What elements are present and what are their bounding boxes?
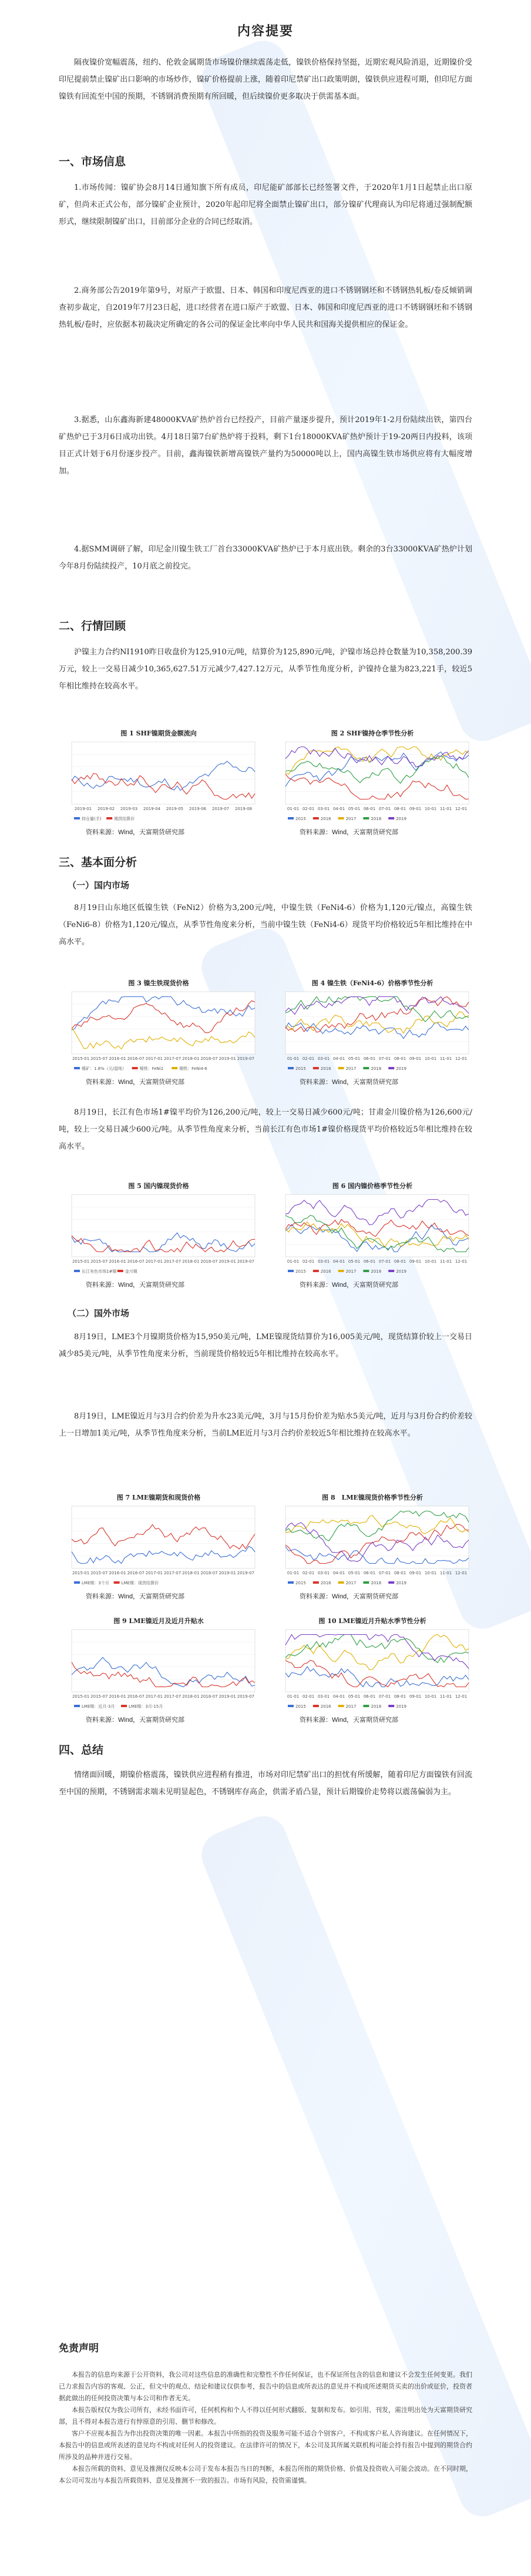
legend-swatch — [363, 1581, 369, 1584]
x-tick-label: 07-01 — [378, 1259, 391, 1264]
legend-label: 2019 — [396, 1581, 407, 1585]
x-tick-label: 05-01 — [348, 1056, 361, 1061]
summary-section-4 — [59, 1741, 472, 1759]
x-tick-label: 08-01 — [394, 1259, 406, 1264]
market-info-paragraph — [59, 282, 472, 333]
legend-label: LME镍：现货结算价 — [121, 1581, 159, 1585]
figure-title: 图 1 SHF镍期货金额流向 — [120, 730, 197, 737]
legend-swatch — [388, 1270, 394, 1272]
paragraph: 2.商务部公告2019年第9号，对原产于欧盟、日本、韩国和印度尼西亚的进口不锈钢钢坯和不锈钢热轧板/卷反倾销调查初步裁定，自2019年7月23日起，进口经营者在进口原产于欧盟、日本、韩国和印度尼西亚的进口不锈钢钢坯和不锈钢热轧板/卷时，应依据本初裁决定所确定的各公司的保证金比率向中华人民共和国海关提供相应的保证金。 — [59, 286, 472, 329]
summary-paragraph: 隔夜镍价宽幅震荡，纽约、伦敦金属期货市场镍价继续震荡走低，镍铁价格保持坚挺，近期宏观风险消退，近期镍价受印尼提前禁止镍矿出口影响的市场炒作，镍矿价格提前上涨，随着印尼禁矿出口政策明朗，镍铁供应进程可期，但印尼方面镍铁有回流至中国的预期，不锈钢消费预期有所回暖，但后续镍价更多取决于供需基本面。 — [59, 58, 472, 101]
x-tick-label: 11-01 — [439, 807, 452, 811]
x-tick-label: 2019-02 — [97, 807, 115, 811]
figure-8 — [273, 1493, 472, 1605]
legend-swatch — [363, 1705, 369, 1707]
x-tick-label: 2018-07 — [200, 1694, 218, 1699]
x-tick-label: 07-01 — [378, 1571, 391, 1575]
chart-svg — [59, 1191, 258, 1279]
figure-row — [59, 1182, 472, 1293]
x-tick-label: 10-01 — [424, 1571, 437, 1575]
legend-swatch — [388, 1705, 394, 1707]
figure-row — [59, 1493, 472, 1605]
legend-label: 金川镍 — [125, 1269, 137, 1274]
x-tick-label: 2016-07 — [127, 1056, 144, 1061]
x-tick-label: 2018-07 — [200, 1056, 218, 1061]
legend-label: 2015 — [295, 1704, 306, 1709]
chart-svg — [59, 738, 258, 827]
legend-swatch — [288, 1270, 294, 1272]
legend-label: 2016 — [320, 1581, 331, 1585]
legend-label: 2019 — [396, 1269, 407, 1274]
figure-title: 图 8 LME镍现货价格季节性分析 — [322, 1494, 423, 1501]
fundamentals-paragraph — [59, 1104, 472, 1155]
x-tick-label: 03-01 — [317, 1259, 330, 1264]
legend-label: 镍矿：1.8%（元/湿吨） — [82, 1066, 127, 1071]
x-tick-label: 2019-07 — [237, 1259, 255, 1264]
subsection-heading: （二）国外市场 — [68, 1308, 130, 1319]
legend-label: 2017 — [345, 1066, 357, 1071]
x-tick-label: 08-01 — [394, 1571, 406, 1575]
figure-title: 图 7 LME镍期货和现货价格 — [116, 1494, 201, 1501]
x-tick-label: 04-01 — [332, 807, 345, 811]
x-tick-label: 08-01 — [394, 1056, 406, 1061]
x-tick-label: 2017-07 — [163, 1694, 182, 1699]
legend-swatch — [388, 817, 394, 819]
legend-label: LME镍：3月-15月 — [129, 1704, 163, 1709]
chart-svg — [273, 1191, 472, 1279]
legend-swatch — [363, 1067, 369, 1069]
x-tick-label: 12-01 — [455, 1571, 468, 1575]
x-tick-label: 05-01 — [348, 807, 361, 811]
legend-label: 2019 — [396, 1066, 407, 1071]
x-tick-label: 2019-06 — [189, 807, 207, 811]
legend-label: 2018 — [371, 1704, 382, 1709]
legend-swatch — [132, 1067, 138, 1069]
legend-label: 2015 — [295, 1269, 306, 1274]
legend-label: 2015 — [295, 1581, 306, 1585]
legend-swatch — [388, 1067, 394, 1069]
figure-10 — [273, 1617, 472, 1728]
x-tick-label: 2019-08 — [234, 807, 253, 811]
x-tick-label: 2019-07 — [237, 1694, 255, 1699]
x-tick-label: 12-01 — [455, 807, 468, 811]
x-tick-label: 2016-01 — [109, 1259, 126, 1264]
figure-1 — [59, 729, 258, 841]
figure-source: 资料来源：Wind，天富期货研究部 — [300, 1717, 399, 1724]
x-tick-label: 2019-07 — [211, 807, 230, 811]
figure-4 — [273, 979, 472, 1090]
foreign-subheading — [59, 1305, 472, 1322]
x-tick-label: 09-01 — [409, 1694, 422, 1699]
x-tick-label: 10-01 — [424, 1259, 437, 1264]
x-tick-label: 11-01 — [439, 1571, 452, 1575]
legend-swatch — [121, 1705, 127, 1707]
x-tick-label: 02-01 — [302, 1571, 315, 1575]
x-tick-label: 01-01 — [287, 1694, 300, 1699]
legend-swatch — [313, 1705, 319, 1707]
legend-swatch — [363, 817, 369, 819]
figure-7 — [59, 1493, 258, 1605]
figure-title: 图 5 国内镍现货价格 — [128, 1182, 189, 1190]
legend-swatch — [313, 1067, 319, 1069]
legend-label: 镍铁：FeNi4-6 — [179, 1066, 207, 1071]
paragraph: 8月19日，LME3个月镍期货价格为15,950美元/吨，LME镍现货结算价为16,005美元/吨，现货结算价较上一交易日减少85美元/吨，从季节性角度来分析，当前现货价格较近5年相比维持在较高水平。 — [59, 1333, 472, 1359]
plot-area — [285, 742, 469, 804]
x-tick-label: 2015-07 — [90, 1571, 108, 1575]
legend-swatch — [74, 1270, 80, 1272]
figure-title: 图 4 镍生铁（FeNi4-6）价格季节性分析 — [311, 979, 433, 987]
x-tick-label: 11-01 — [439, 1056, 452, 1061]
legend-label: 期货结算价 — [114, 817, 135, 821]
legend-swatch — [74, 1067, 80, 1069]
x-tick-label: 03-01 — [317, 1571, 330, 1575]
section-heading: 二、行情回顾 — [59, 620, 126, 633]
paragraph: 8月19日，LME镍近月与3月合约价差为升水23美元/吨，3月与15月份价差为贴水5美元/吨，近月与3月份合约价差较上一日增加1美元/吨，从季节性角度来分析，当前LME近月与3月合约价差较近5年相比维持在较高水平。 — [59, 1412, 472, 1438]
legend-label: 2017 — [345, 817, 357, 821]
disclaimer-paragraph: 客户不应视本报告为作出投资决策的唯一因素。本报告中所指的投资及服务可能不适合个别客户，不构成客户私人咨询建议。在任何情况下，本报告中的信息或所表述的意见均不构成对任何人的投资建议。在法律许可的情况下，本公司及其所属关联机构可能会持有报告中提到的期货合约所涉及的品种并进行交易。 — [59, 2430, 472, 2461]
legend-swatch — [74, 817, 80, 819]
x-tick-label: 2016-07 — [127, 1571, 144, 1575]
paragraph: 4.据SMM调研了解，印尼金川镍生铁工厂首台33000KVA矿热炉已于本月底出铁。剩余的3台33000KVA矿热炉计划今年8月份陆续投产，10月底之前投完。 — [59, 545, 472, 571]
legend-label: 2018 — [371, 1269, 382, 1274]
figure-source: 资料来源：Wind，天富期货研究部 — [86, 1282, 185, 1289]
legend-label: 2019 — [396, 817, 407, 821]
x-tick-label: 02-01 — [302, 1259, 315, 1264]
summary-section — [59, 54, 472, 105]
legend-swatch — [288, 1705, 294, 1707]
x-tick-label: 09-01 — [409, 1571, 422, 1575]
legend-label: LME镍：近月-3月 — [82, 1704, 115, 1709]
legend-label: 镍铁：FeNi2 — [139, 1066, 164, 1071]
figure-title: 图 6 国内镍价格季节性分析 — [332, 1182, 413, 1190]
fundamentals-paragraph — [59, 899, 472, 951]
market-info-paragraph — [59, 541, 472, 575]
x-tick-label: 2019-01 — [74, 807, 92, 811]
legend-swatch — [338, 1067, 344, 1069]
x-tick-label: 06-01 — [363, 807, 376, 811]
legend-swatch — [338, 1705, 344, 1707]
figure-source: 资料来源：Wind，天富期货研究部 — [300, 829, 399, 836]
legend-swatch — [388, 1581, 394, 1584]
x-tick-label: 2016-01 — [109, 1056, 126, 1061]
x-tick-label: 04-01 — [332, 1571, 345, 1575]
review-section — [59, 617, 472, 635]
x-tick-label: 2019-01 — [219, 1571, 236, 1575]
x-tick-label: 10-01 — [424, 1694, 437, 1699]
paragraph: 1.市场传闻：镍矿协会8月14日通知旗下所有成员，印尼能矿部部长已经签署文件，于2020年1月1日起禁止出口原矿，但尚未正式公布，部分镍矿企业预计，2020年起印尼将全面禁止镍矿出口，部分镍矿代理商认为印尼将通过强制配额形式，继续限制镍矿出口，目前部分企业的合同已经取消。 — [59, 183, 472, 226]
review-paragraph — [59, 644, 472, 695]
x-tick-label: 2019-05 — [166, 807, 184, 811]
legend-label: 长江有色市场1#镍 — [82, 1269, 117, 1274]
x-tick-label: 2018-07 — [200, 1259, 218, 1264]
conclusion-paragraph — [59, 1767, 472, 1801]
legend-swatch — [288, 1067, 294, 1069]
legend-label: 2019 — [396, 1704, 407, 1709]
x-tick-label: 01-01 — [287, 1056, 300, 1061]
x-tick-label: 2018-01 — [182, 1694, 200, 1699]
disclaimer-body — [59, 2369, 472, 2487]
x-tick-label: 2016-01 — [109, 1694, 126, 1699]
x-tick-label: 2016-07 — [127, 1259, 144, 1264]
legend-swatch — [106, 817, 112, 819]
legend-label: 持仓量(手) — [82, 817, 102, 821]
x-tick-label: 10-01 — [424, 1056, 437, 1061]
legend-swatch — [74, 1705, 80, 1707]
section-heading: 一、市场信息 — [59, 155, 126, 168]
figure-title: 图 2 SHF镍持仓季节性分析 — [331, 730, 414, 737]
x-tick-label: 06-01 — [363, 1259, 376, 1264]
x-tick-label: 2015-01 — [72, 1571, 90, 1575]
figure-row — [59, 729, 472, 841]
figure-9 — [59, 1617, 258, 1728]
chart-svg — [273, 738, 472, 827]
x-tick-label: 10-01 — [424, 807, 437, 811]
x-tick-label: 01-01 — [287, 1571, 300, 1575]
market-info-section — [59, 153, 472, 170]
disclaimer-paragraph: 本报告的信息均来源于公开资料，我公司对这些信息的准确性和完整性不作任何保证，也不保证所包含的信息和建议不会发生任何变更。我们已力求报告内容的客观、公正，但文中的观点、结论和建议仅供参考，报告中的信息或所表达的意见并不构成所述期货买卖的出价或征价，投资者据此做出的任何投资决策与本公司和作者无关。 — [59, 2371, 472, 2402]
page-title: 内容提要 — [237, 24, 294, 39]
x-tick-label: 08-01 — [394, 1694, 406, 1699]
legend-swatch — [338, 1581, 344, 1584]
section-heading: 四、总结 — [59, 1744, 104, 1757]
plot-area — [72, 1195, 255, 1257]
legend-swatch — [288, 1581, 294, 1584]
x-tick-label: 2018-01 — [182, 1259, 200, 1264]
figure-title: 图 9 LME镍近月及近月升贴水 — [113, 1617, 204, 1625]
x-tick-label: 2017-07 — [163, 1571, 182, 1575]
fundamentals-paragraph — [59, 1329, 472, 1363]
x-tick-label: 2019-01 — [219, 1259, 236, 1264]
x-tick-label: 2015-07 — [90, 1259, 108, 1264]
x-tick-label: 03-01 — [317, 1056, 330, 1061]
x-tick-label: 07-01 — [378, 1056, 391, 1061]
x-tick-label: 02-01 — [302, 807, 315, 811]
legend-label: 2017 — [345, 1704, 357, 1709]
legend-label: 2018 — [371, 817, 382, 821]
disclaimer-paragraph: 本报告版权仅为我公司所有，未经书面许可，任何机构和个人不得以任何形式翻版、复制和发布。如引用、刊发，需注明出处为天富期货研究部，且不得对本报告进行有悖原意的引用、删节和修改。 — [59, 2406, 472, 2426]
figure-title: 图 10 LME镍近月升贴水季节性分析 — [318, 1617, 426, 1625]
x-tick-label: 07-01 — [378, 1694, 391, 1699]
figure-title: 图 3 镍生铁现货价格 — [128, 979, 189, 987]
legend-swatch — [313, 817, 319, 819]
figure-source: 资料来源：Wind，天富期货研究部 — [86, 1079, 185, 1086]
x-tick-label: 2019-01 — [219, 1694, 236, 1699]
x-tick-label: 2016-07 — [127, 1694, 144, 1699]
plot-area — [72, 1506, 255, 1568]
x-tick-label: 03-01 — [317, 807, 330, 811]
legend-swatch — [363, 1270, 369, 1272]
x-tick-label: 05-01 — [348, 1259, 361, 1264]
legend-label: 2016 — [320, 1066, 331, 1071]
legend-label: 2017 — [345, 1269, 357, 1274]
fundamentals-section — [59, 854, 472, 871]
legend-swatch — [338, 817, 344, 819]
x-tick-label: 2019-03 — [120, 807, 138, 811]
domestic-subheading — [59, 877, 472, 894]
figure-3 — [59, 979, 258, 1090]
legend-label: LME镍：3个月 — [82, 1581, 109, 1585]
figure-source: 资料来源：Wind，天富期货研究部 — [300, 1079, 399, 1086]
x-tick-label: 2015-01 — [72, 1056, 90, 1061]
legend-swatch — [313, 1581, 319, 1584]
figure-6 — [273, 1182, 472, 1293]
chart-svg — [59, 988, 258, 1076]
x-tick-label: 07-01 — [378, 807, 391, 811]
x-tick-label: 08-01 — [394, 807, 406, 811]
figure-5 — [59, 1182, 258, 1293]
figure-row — [59, 1617, 472, 1728]
figure-source: 资料来源：Wind，天富期货研究部 — [86, 1593, 185, 1600]
x-tick-label: 2018-07 — [200, 1571, 218, 1575]
x-tick-label: 2015-07 — [90, 1056, 108, 1061]
subsection-heading: （一）国内市场 — [68, 880, 130, 891]
legend-label: 2018 — [371, 1581, 382, 1585]
chart-svg — [59, 1626, 258, 1714]
x-tick-label: 09-01 — [409, 1056, 422, 1061]
legend-label: 2017 — [345, 1581, 357, 1585]
paragraph: 3.据悉，山东鑫海新建48000KVA矿热炉首台已经投产，目前产量逐步提升，预计2019年1-2月份陆续出铁，第四台矿热炉已于3月6日成功出铁。4月18日第7台矿热炉将于投料，剩下1台18000KVA矿热炉预计于19-20两日内投料，该项目正式计划于6月份逐步投产。目前，鑫海镍铁新增高镍铁产量约为50000吨以上，国内高镍生铁市场供应将有大幅度增加。 — [59, 416, 472, 476]
legend-swatch — [172, 1067, 177, 1069]
figure-source: 资料来源：Wind，天富期货研究部 — [300, 1593, 399, 1600]
watermark-logo — [194, 34, 531, 748]
plot-area — [72, 742, 255, 804]
paragraph: 情绪面回暖，期镍价格震荡，镍铁供应进程稍有推进，市场对印尼禁矿出口的担忧有所缓解，随着印尼方面镍铁有回流至中国的预期，不锈钢需求端未见明显起色，不锈钢库存高企，供需矛盾凸显，预计后期镍价走势将以震荡偏弱为主。 — [59, 1771, 472, 1796]
x-tick-label: 12-01 — [455, 1259, 468, 1264]
chart-svg — [273, 988, 472, 1076]
x-tick-label: 02-01 — [302, 1694, 315, 1699]
chart-svg — [273, 1626, 472, 1714]
x-tick-label: 2015-01 — [72, 1694, 90, 1699]
x-tick-label: 2018-01 — [182, 1056, 200, 1061]
x-tick-label: 2017-01 — [145, 1259, 163, 1264]
x-tick-label: 11-01 — [439, 1259, 452, 1264]
legend-swatch — [313, 1270, 319, 1272]
legend-swatch — [288, 817, 294, 819]
x-tick-label: 05-01 — [348, 1694, 361, 1699]
x-tick-label: 12-01 — [455, 1694, 468, 1699]
x-tick-label: 2019-07 — [237, 1571, 255, 1575]
chart-svg — [59, 1503, 258, 1591]
legend-swatch — [338, 1270, 344, 1272]
x-tick-label: 12-01 — [455, 1056, 468, 1061]
x-tick-label: 04-01 — [332, 1056, 345, 1061]
disclaimer-paragraph: 本报告所载的资料、意见及推测仅反映本公司于发布本报告当日的判断，本报告所指的期货价格、价值及投资收入可能会波动。在不同时期，本公司可发出与本报告所载资料、意见及推测不一致的报告。市场有风险，投资需谨慎。 — [59, 2465, 472, 2484]
chart-svg — [273, 1503, 472, 1591]
paragraph: 沪镍主力合约NI1910昨日收盘价为125,910元/吨，结算价为125,890元/吨，沪镍市场总持仓数量为10,358,200.39万元，较上一交易日减少10,365,627.51万元减少7,427.12万元，从季节性角度分析，沪镍持仓量为823,221手，较近5年相比维持在较高水平。 — [59, 648, 472, 691]
legend-label: 2018 — [371, 1066, 382, 1071]
disclaimer-title: 免责声明 — [59, 2343, 99, 2354]
figure-2 — [273, 729, 472, 841]
fundamentals-paragraph — [59, 1408, 472, 1442]
plot-area — [72, 1630, 255, 1692]
figure-source: 资料来源：Wind，天富期货研究部 — [86, 1717, 185, 1724]
x-tick-label: 05-01 — [348, 1571, 361, 1575]
x-tick-label: 2016-01 — [109, 1571, 126, 1575]
market-info-paragraph — [59, 412, 472, 480]
x-tick-label: 2018-01 — [182, 1571, 200, 1575]
x-tick-label: 2019-01 — [219, 1056, 236, 1061]
x-tick-label: 06-01 — [363, 1571, 376, 1575]
x-tick-label: 04-01 — [332, 1694, 345, 1699]
paragraph: 8月19日山东地区低镍生铁（FeNi2）价格为3,200元/吨，中镍生铁（FeNi4-6）价格为1,120元/镍点，高镍生铁（FeNi6-8）价格为1,120元/镍点，从季节性角度来分析，当前中镍生铁（FeNi4-6）现货平均价格较近5年相比维持在中高水平。 — [59, 904, 472, 946]
legend-swatch — [117, 1270, 123, 1272]
paragraph: 8月19日，长江有色市场1#镍平均价为126,200元/吨，较上一交易日减少600元/吨；甘肃金川镍价格为126,600元/吨，较上一交易日减少600元/吨。从季节性角度来分析，当前长江有色市场1#镍价格现货平均价格较近5年相比维持在较高水平。 — [59, 1108, 472, 1151]
legend-swatch — [74, 1581, 80, 1584]
x-tick-label: 01-01 — [287, 807, 300, 811]
x-tick-label: 2019-07 — [237, 1056, 255, 1061]
legend-label: 2015 — [295, 1066, 306, 1071]
x-tick-label: 11-01 — [439, 1694, 452, 1699]
x-tick-label: 03-01 — [317, 1694, 330, 1699]
x-tick-label: 06-01 — [363, 1694, 376, 1699]
market-info-paragraph — [59, 179, 472, 230]
x-tick-label: 2017-01 — [145, 1056, 163, 1061]
x-tick-label: 09-01 — [409, 1259, 422, 1264]
x-tick-label: 2015-07 — [90, 1694, 108, 1699]
x-tick-label: 2017-01 — [145, 1694, 163, 1699]
x-tick-label: 06-01 — [363, 1056, 376, 1061]
x-tick-label: 2015-01 — [72, 1259, 90, 1264]
legend-label: 2016 — [320, 1269, 331, 1274]
x-tick-label: 09-01 — [409, 807, 422, 811]
x-tick-label: 2017-01 — [145, 1571, 163, 1575]
legend-swatch — [114, 1581, 120, 1584]
x-tick-label: 2017-07 — [163, 1056, 182, 1061]
figure-source: 资料来源：Wind，天富期货研究部 — [86, 829, 185, 836]
figure-row — [59, 979, 472, 1090]
section-heading: 三、基本面分析 — [59, 856, 137, 869]
legend-label: 2016 — [320, 1704, 331, 1709]
legend-label: 2016 — [320, 817, 331, 821]
x-tick-label: 01-01 — [287, 1259, 300, 1264]
x-tick-label: 04-01 — [332, 1259, 345, 1264]
x-tick-label: 2017-07 — [163, 1259, 182, 1264]
legend-label: 2015 — [295, 817, 306, 821]
figure-source: 资料来源：Wind，天富期货研究部 — [300, 1282, 399, 1289]
x-tick-label: 2019-04 — [143, 807, 161, 811]
x-tick-label: 02-01 — [302, 1056, 315, 1061]
